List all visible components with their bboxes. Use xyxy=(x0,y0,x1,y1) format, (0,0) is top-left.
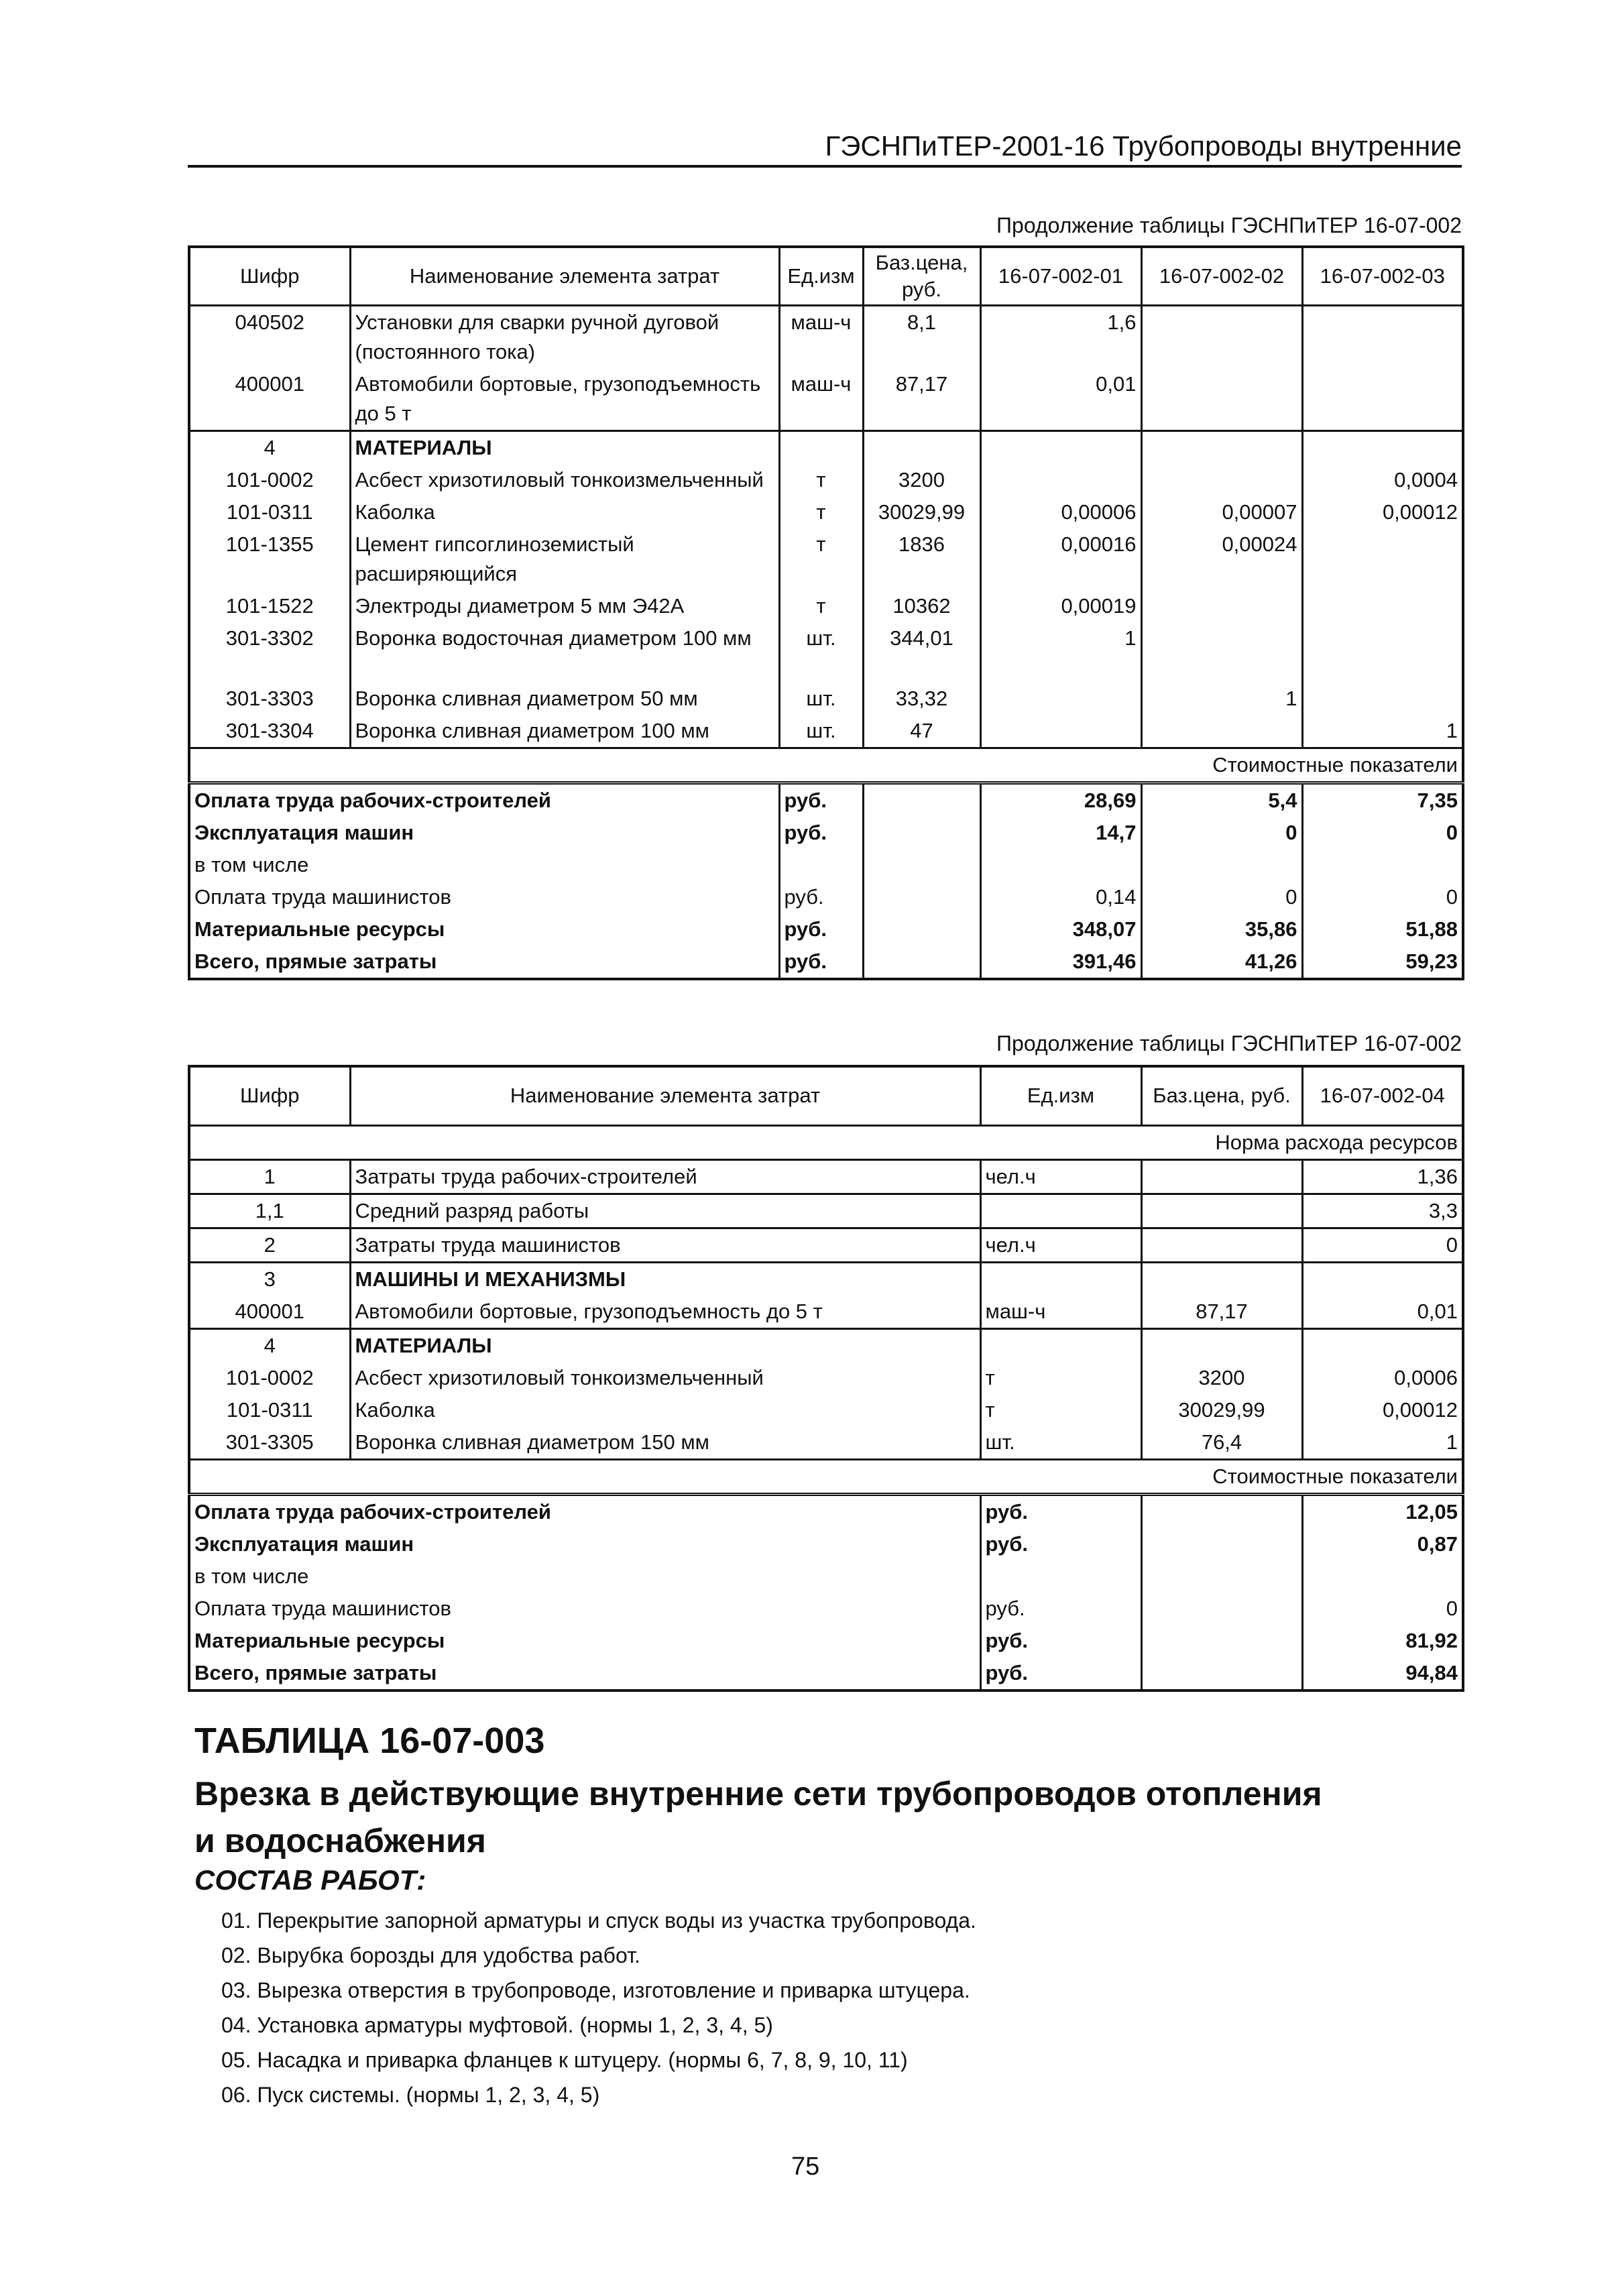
cost-unit xyxy=(779,849,863,881)
value-cell: 0,00019 xyxy=(980,590,1141,622)
price-cell: 76,4 xyxy=(1141,1426,1302,1460)
name-cell: Установки для сварки ручной дуговой (постоянного тока) xyxy=(350,306,779,369)
price-cell xyxy=(1141,1328,1302,1362)
cost-unit: руб. xyxy=(980,1657,1141,1690)
section-label: МАШИНЫ И МЕХАНИЗМЫ xyxy=(350,1262,980,1296)
name-cell: Затраты труда рабочих-строителей xyxy=(350,1159,980,1194)
value-cell: 0,00007 xyxy=(1141,496,1302,528)
value-cell xyxy=(1302,306,1463,369)
value-cell: 0,14 xyxy=(980,881,1141,913)
value-cell xyxy=(980,464,1141,496)
name-cell: Затраты труда машинистов xyxy=(350,1228,980,1262)
cost-label: Оплата труда рабочих-строителей xyxy=(189,1494,980,1528)
price-cell xyxy=(1141,1194,1302,1228)
value-cell: 3,3 xyxy=(1302,1194,1463,1228)
cost-row xyxy=(189,1657,1463,1690)
cost-row xyxy=(189,1625,1463,1657)
code-cell: 4 xyxy=(189,431,350,465)
value-cell: 51,88 xyxy=(1302,913,1463,945)
unit-cell: т xyxy=(779,496,863,528)
value-cell: 94,84 xyxy=(1302,1657,1463,1690)
cost-label: Эксплуатация машин xyxy=(189,817,779,849)
value-cell xyxy=(1302,1328,1463,1362)
value-cell: 7,35 xyxy=(1302,783,1463,817)
code-cell: 101-0311 xyxy=(189,496,350,528)
col-header: Наименование элемента затрат xyxy=(350,247,779,306)
unit-cell: т xyxy=(980,1394,1141,1426)
cost-unit: руб. xyxy=(779,881,863,913)
section-row xyxy=(189,1328,1463,1362)
cost-row xyxy=(189,945,1463,979)
cost-row xyxy=(189,783,1463,817)
table1-caption: Продолжение таблицы ГЭСНПиТЕР 16-07-002 xyxy=(996,213,1462,237)
value-cell xyxy=(1141,849,1302,881)
price-cell: 344,01 xyxy=(863,622,980,683)
name-cell: Воронка сливная диаметром 100 мм xyxy=(350,715,779,748)
name-cell: Асбест хризотиловый тонкоизмельченный xyxy=(350,464,779,496)
table2-caption: Продолжение таблицы ГЭСНПиТЕР 16-07-002 xyxy=(996,1031,1462,1055)
code-cell: 400001 xyxy=(189,1296,350,1329)
table-row xyxy=(189,590,1463,622)
table-row xyxy=(189,1394,1463,1426)
value-cell: 5,4 xyxy=(1141,783,1302,817)
list-item: 01. Перекрытие запорной арматуры и спуск воды из участка трубопровода. xyxy=(221,1908,976,1933)
cost-section-label: Стоимостные показатели xyxy=(189,1459,1463,1494)
table-row xyxy=(189,1296,1463,1329)
cost-unit: руб. xyxy=(980,1528,1141,1560)
cost-unit: руб. xyxy=(980,1625,1141,1657)
code-cell: 1 xyxy=(189,1159,350,1194)
value-cell xyxy=(980,431,1141,465)
value-cell: 348,07 xyxy=(980,913,1141,945)
col-header: 16-07-002-04 xyxy=(1302,1066,1463,1125)
value-cell xyxy=(1302,622,1463,683)
price-cell xyxy=(863,817,980,849)
value-cell: 28,69 xyxy=(980,783,1141,817)
value-cell xyxy=(1302,590,1463,622)
section-label: МАТЕРИАЛЫ xyxy=(350,1328,980,1362)
price-cell: 47 xyxy=(863,715,980,748)
cost-label: Оплата труда машинистов xyxy=(189,1593,980,1625)
table1 xyxy=(188,245,1464,980)
value-cell: 0 xyxy=(1302,1593,1463,1625)
value-cell: 0 xyxy=(1302,1228,1463,1262)
price-cell xyxy=(863,881,980,913)
list-item: 04. Установка арматуры муфтовой. (нормы 1, 2, 3, 4, 5) xyxy=(221,2013,773,2037)
value-cell xyxy=(1141,368,1302,431)
value-cell xyxy=(1141,306,1302,369)
unit-cell xyxy=(980,1262,1141,1296)
table-row xyxy=(189,1159,1463,1194)
value-cell: 1 xyxy=(1141,683,1302,715)
value-cell xyxy=(1302,1560,1463,1593)
unit-cell: т xyxy=(779,464,863,496)
name-cell: Воронка водосточная диаметром 100 мм xyxy=(350,622,779,683)
code-cell: 301-3305 xyxy=(189,1426,350,1460)
value-cell: 0,01 xyxy=(980,368,1141,431)
value-cell xyxy=(980,715,1141,748)
code-cell: 3 xyxy=(189,1262,350,1296)
cost-row xyxy=(189,1528,1463,1560)
value-cell: 41,26 xyxy=(1141,945,1302,979)
value-cell: 0,0006 xyxy=(1302,1362,1463,1394)
table-row xyxy=(189,1362,1463,1394)
cost-section-row xyxy=(189,1459,1463,1494)
unit-cell: чел.ч xyxy=(980,1228,1141,1262)
cost-unit: руб. xyxy=(779,817,863,849)
norm-section-row xyxy=(189,1125,1463,1159)
name-cell: Воронка сливная диаметром 50 мм xyxy=(350,683,779,715)
code-cell: 301-3302 xyxy=(189,622,350,683)
value-cell xyxy=(1302,683,1463,715)
code-cell: 301-3303 xyxy=(189,683,350,715)
name-cell: Каболка xyxy=(350,1394,980,1426)
section-row xyxy=(189,1262,1463,1296)
value-cell: 81,92 xyxy=(1302,1625,1463,1657)
price-cell: 30029,99 xyxy=(863,496,980,528)
cost-row xyxy=(189,913,1463,945)
price-cell xyxy=(1141,1528,1302,1560)
list-item: 02. Вырубка борозды для удобства работ. xyxy=(221,1943,641,1967)
cost-unit: руб. xyxy=(779,913,863,945)
code-cell: 301-3304 xyxy=(189,715,350,748)
value-cell: 391,46 xyxy=(980,945,1141,979)
cost-label: Материальные ресурсы xyxy=(189,913,779,945)
value-cell xyxy=(1141,622,1302,683)
value-cell: 0,00012 xyxy=(1302,496,1463,528)
name-cell: Асбест хризотиловый тонкоизмельченный xyxy=(350,1362,980,1394)
unit-cell: т xyxy=(779,590,863,622)
value-cell: 0,00024 xyxy=(1141,528,1302,590)
code-cell: 101-1522 xyxy=(189,590,350,622)
norm-section-label: Норма расхода ресурсов xyxy=(189,1125,1463,1159)
value-cell: 0 xyxy=(1302,817,1463,849)
page-header: ГЭСНПиТЕР-2001-16 Трубопроводы внутренние xyxy=(188,127,1462,168)
section-label: МАТЕРИАЛЫ xyxy=(350,431,779,465)
price-cell xyxy=(1141,1657,1302,1690)
table-row xyxy=(189,528,1463,590)
value-cell: 12,05 xyxy=(1302,1494,1463,1528)
table-row xyxy=(189,622,1463,683)
price-cell xyxy=(863,913,980,945)
table-row xyxy=(189,306,1463,369)
cost-row xyxy=(189,817,1463,849)
works-title: СОСТАВ РАБОТ: xyxy=(194,1864,426,1896)
cost-label: в том числе xyxy=(189,1560,980,1593)
cost-label: Всего, прямые затраты xyxy=(189,945,779,979)
price-cell: 3200 xyxy=(863,464,980,496)
price-cell: 87,17 xyxy=(863,368,980,431)
value-cell: 0 xyxy=(1141,881,1302,913)
col-header: 16-07-002-02 xyxy=(1141,247,1302,306)
col-header: Баз.цена, руб. xyxy=(863,247,980,306)
unit-cell xyxy=(980,1328,1141,1362)
table-row xyxy=(189,715,1463,748)
code-cell: 400001 xyxy=(189,368,350,431)
price-cell xyxy=(863,945,980,979)
table-row xyxy=(189,368,1463,431)
unit-cell xyxy=(779,431,863,465)
value-cell: 0,87 xyxy=(1302,1528,1463,1560)
value-cell: 1 xyxy=(1302,1426,1463,1460)
price-cell: 30029,99 xyxy=(1141,1394,1302,1426)
code-cell: 1,1 xyxy=(189,1194,350,1228)
cost-unit xyxy=(980,1560,1141,1593)
value-cell: 0,00012 xyxy=(1302,1394,1463,1426)
price-cell xyxy=(1141,1560,1302,1593)
list-item: 06. Пуск системы. (нормы 1, 2, 3, 4, 5) xyxy=(221,2083,600,2107)
price-cell xyxy=(863,783,980,817)
code-cell: 040502 xyxy=(189,306,350,369)
cost-unit: руб. xyxy=(980,1494,1141,1528)
price-cell xyxy=(1141,1228,1302,1262)
price-cell xyxy=(863,431,980,465)
price-cell: 3200 xyxy=(1141,1362,1302,1394)
cost-unit: руб. xyxy=(779,945,863,979)
code-cell: 101-0311 xyxy=(189,1394,350,1426)
price-cell xyxy=(1141,1494,1302,1528)
code-cell: 101-0002 xyxy=(189,464,350,496)
value-cell: 0 xyxy=(1302,881,1463,913)
value-cell: 0,00016 xyxy=(980,528,1141,590)
cost-label: в том числе xyxy=(189,849,779,881)
col-header: 16-07-002-03 xyxy=(1302,247,1463,306)
value-cell: 0 xyxy=(1141,817,1302,849)
table-row xyxy=(189,464,1463,496)
unit-cell xyxy=(980,1194,1141,1228)
name-cell: Автомобили бортовые, грузоподъемность до 5 т xyxy=(350,368,779,431)
unit-cell: шт. xyxy=(779,622,863,683)
list-item: 03. Вырезка отверстия в трубопроводе, изготовление и приварка штуцера. xyxy=(221,1978,970,2002)
cost-unit: руб. xyxy=(980,1593,1141,1625)
unit-cell: шт. xyxy=(779,683,863,715)
cost-unit: руб. xyxy=(779,783,863,817)
col-header: Ед.изм xyxy=(980,1066,1141,1125)
cost-label: Эксплуатация машин xyxy=(189,1528,980,1560)
value-cell xyxy=(980,683,1141,715)
cost-section-row xyxy=(189,748,1463,783)
name-cell: Средний разряд работы xyxy=(350,1194,980,1228)
name-cell: Каболка xyxy=(350,496,779,528)
price-cell: 1836 xyxy=(863,528,980,590)
price-cell: 33,32 xyxy=(863,683,980,715)
value-cell: 35,86 xyxy=(1141,913,1302,945)
unit-cell: маш-ч xyxy=(980,1296,1141,1329)
value-cell xyxy=(1141,431,1302,465)
price-cell: 87,17 xyxy=(1141,1296,1302,1329)
code-cell: 101-1355 xyxy=(189,528,350,590)
value-cell xyxy=(980,849,1141,881)
name-cell: Воронка сливная диаметром 150 мм xyxy=(350,1426,980,1460)
value-cell xyxy=(1141,590,1302,622)
table-row xyxy=(189,1426,1463,1460)
list-item: 05. Насадка и приварка фланцев к штуцеру. (нормы 6, 7, 8, 9, 10, 11) xyxy=(221,2048,908,2072)
table-subtitle: Врезка в действующие внутренние сети трубопроводов отопления и водоснабжения xyxy=(194,1775,1322,1859)
page-number: 75 xyxy=(791,2152,820,2181)
name-cell: Цемент гипсоглиноземистый расширяющийся xyxy=(350,528,779,590)
unit-cell: чел.ч xyxy=(980,1159,1141,1194)
value-cell: 0,00006 xyxy=(980,496,1141,528)
cost-label: Всего, прямые затраты xyxy=(189,1657,980,1690)
table2-header-row xyxy=(189,1066,1463,1125)
section-row xyxy=(189,431,1463,465)
name-cell: Автомобили бортовые, грузоподъемность до 5 т xyxy=(350,1296,980,1329)
value-cell xyxy=(1302,368,1463,431)
col-header: Ед.изм xyxy=(779,247,863,306)
unit-cell: шт. xyxy=(980,1426,1141,1460)
works-list xyxy=(221,1903,976,2112)
unit-cell: маш-ч xyxy=(779,306,863,369)
code-cell: 101-0002 xyxy=(189,1362,350,1394)
value-cell xyxy=(1141,464,1302,496)
cost-section-label: Стоимостные показатели xyxy=(189,748,1463,783)
value-cell xyxy=(1302,431,1463,465)
price-cell xyxy=(1141,1625,1302,1657)
cost-label: Оплата труда рабочих-строителей xyxy=(189,783,779,817)
col-header: Наименование элемента затрат xyxy=(350,1066,980,1125)
cost-label: Материальные ресурсы xyxy=(189,1625,980,1657)
cost-row xyxy=(189,849,1463,881)
unit-cell: маш-ч xyxy=(779,368,863,431)
col-header: Баз.цена, руб. xyxy=(1141,1066,1302,1125)
price-cell: 10362 xyxy=(863,590,980,622)
table2 xyxy=(188,1065,1464,1692)
value-cell xyxy=(1302,528,1463,590)
price-cell: 8,1 xyxy=(863,306,980,369)
price-cell xyxy=(1141,1593,1302,1625)
cost-row xyxy=(189,1560,1463,1593)
value-cell: 1,36 xyxy=(1302,1159,1463,1194)
value-cell: 1,6 xyxy=(980,306,1141,369)
cost-label: Оплата труда машинистов xyxy=(189,881,779,913)
col-header: 16-07-002-01 xyxy=(980,247,1141,306)
table-row xyxy=(189,496,1463,528)
cost-row xyxy=(189,881,1463,913)
cost-row xyxy=(189,1494,1463,1528)
value-cell: 14,7 xyxy=(980,817,1141,849)
col-header: Шифр xyxy=(189,247,350,306)
value-cell xyxy=(1302,1262,1463,1296)
value-cell: 1 xyxy=(1302,715,1463,748)
unit-cell: т xyxy=(980,1362,1141,1394)
value-cell: 1 xyxy=(980,622,1141,683)
table-title: ТАБЛИЦА 16-07-003 xyxy=(194,1721,545,1761)
code-cell: 4 xyxy=(189,1328,350,1362)
value-cell xyxy=(1302,849,1463,881)
price-cell xyxy=(1141,1262,1302,1296)
value-cell: 0,01 xyxy=(1302,1296,1463,1329)
unit-cell: шт. xyxy=(779,715,863,748)
unit-cell: т xyxy=(779,528,863,590)
table1-header-row xyxy=(189,247,1463,306)
value-cell xyxy=(1141,715,1302,748)
table-row xyxy=(189,1228,1463,1262)
price-cell xyxy=(1141,1159,1302,1194)
value-cell: 59,23 xyxy=(1302,945,1463,979)
cost-row xyxy=(189,1593,1463,1625)
table-row xyxy=(189,1194,1463,1228)
table-row xyxy=(189,683,1463,715)
price-cell xyxy=(863,849,980,881)
value-cell: 0,0004 xyxy=(1302,464,1463,496)
code-cell: 2 xyxy=(189,1228,350,1262)
col-header: Шифр xyxy=(189,1066,350,1125)
name-cell: Электроды диаметром 5 мм Э42А xyxy=(350,590,779,622)
